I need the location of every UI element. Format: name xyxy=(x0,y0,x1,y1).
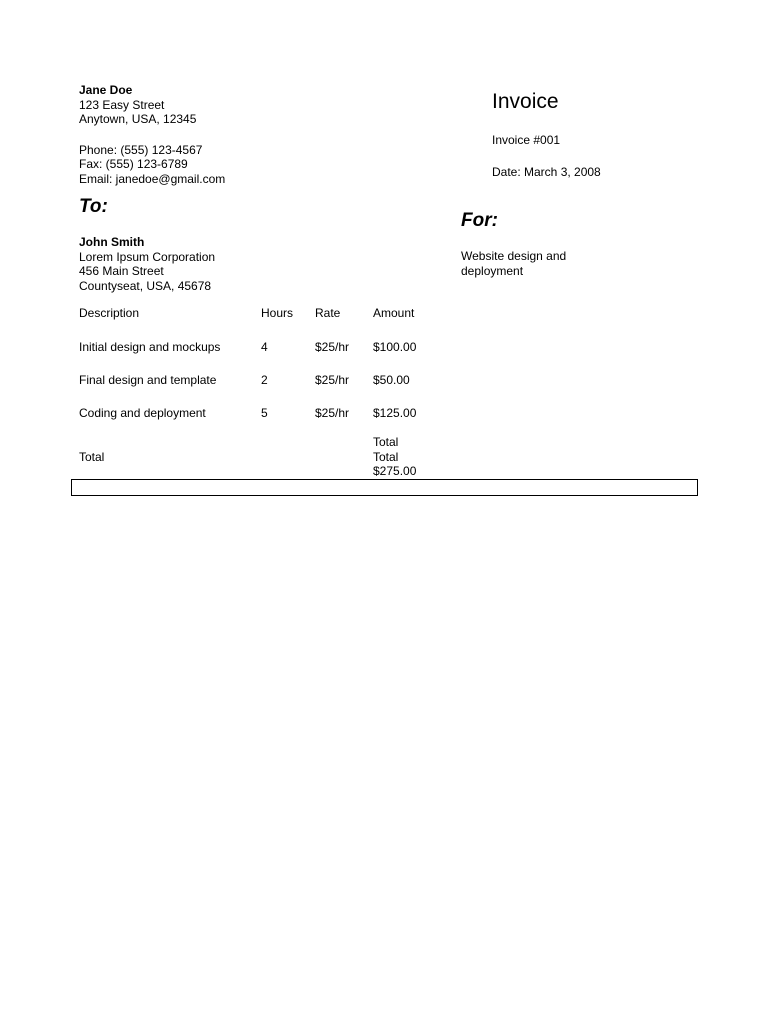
row-rate: $25/hr xyxy=(315,340,350,354)
to-heading: To: xyxy=(79,196,108,217)
sender-name: Jane Doe xyxy=(79,83,133,97)
total-amount-line-1: Total xyxy=(373,435,399,449)
recipient-block xyxy=(79,235,215,293)
table-border-row xyxy=(71,479,698,496)
recipient-company: Lorem Ipsum Corporation xyxy=(79,249,216,264)
row-rate: $25/hr xyxy=(315,373,350,387)
invoice-title: Invoice xyxy=(492,90,559,113)
total-amount-line-2: Total xyxy=(373,449,399,464)
sender-city: Anytown, USA, 12345 xyxy=(79,112,197,126)
header-description: Description xyxy=(79,306,140,320)
header-hours: Hours xyxy=(261,306,294,320)
row-amount: $100.00 xyxy=(373,340,417,354)
spacer xyxy=(79,127,225,143)
invoice-number: Invoice #001 xyxy=(492,133,561,147)
for-description xyxy=(461,249,566,278)
sender-block xyxy=(79,83,225,186)
sender-email: Email: janedoe@gmail.com xyxy=(79,171,226,186)
row-hours: 2 xyxy=(261,373,268,387)
total-label: Total xyxy=(79,450,105,464)
total-amount-value: $275.00 xyxy=(373,464,417,478)
row-amount: $50.00 xyxy=(373,373,410,387)
row-description: Coding and deployment xyxy=(79,406,206,420)
header-rate: Rate xyxy=(315,306,341,320)
recipient-street: 456 Main Street xyxy=(79,264,164,278)
for-line-2: deployment xyxy=(461,263,524,278)
header-amount: Amount xyxy=(373,306,415,320)
total-amount-block xyxy=(373,435,416,479)
row-hours: 4 xyxy=(261,340,268,354)
row-amount: $125.00 xyxy=(373,406,417,420)
recipient-name: John Smith xyxy=(79,235,145,249)
row-description: Final design and template xyxy=(79,373,217,387)
recipient-city: Countyseat, USA, 45678 xyxy=(79,278,212,293)
sender-fax: Fax: (555) 123-6789 xyxy=(79,157,188,171)
invoice-date: Date: March 3, 2008 xyxy=(492,165,601,179)
row-hours: 5 xyxy=(261,406,268,420)
for-line-1: Website design and xyxy=(461,249,567,263)
row-rate: $25/hr xyxy=(315,406,350,420)
sender-street: 123 Easy Street xyxy=(79,97,165,112)
sender-phone: Phone: (555) 123-4567 xyxy=(79,142,203,157)
row-description: Initial design and mockups xyxy=(79,340,221,354)
for-heading: For: xyxy=(461,210,498,231)
